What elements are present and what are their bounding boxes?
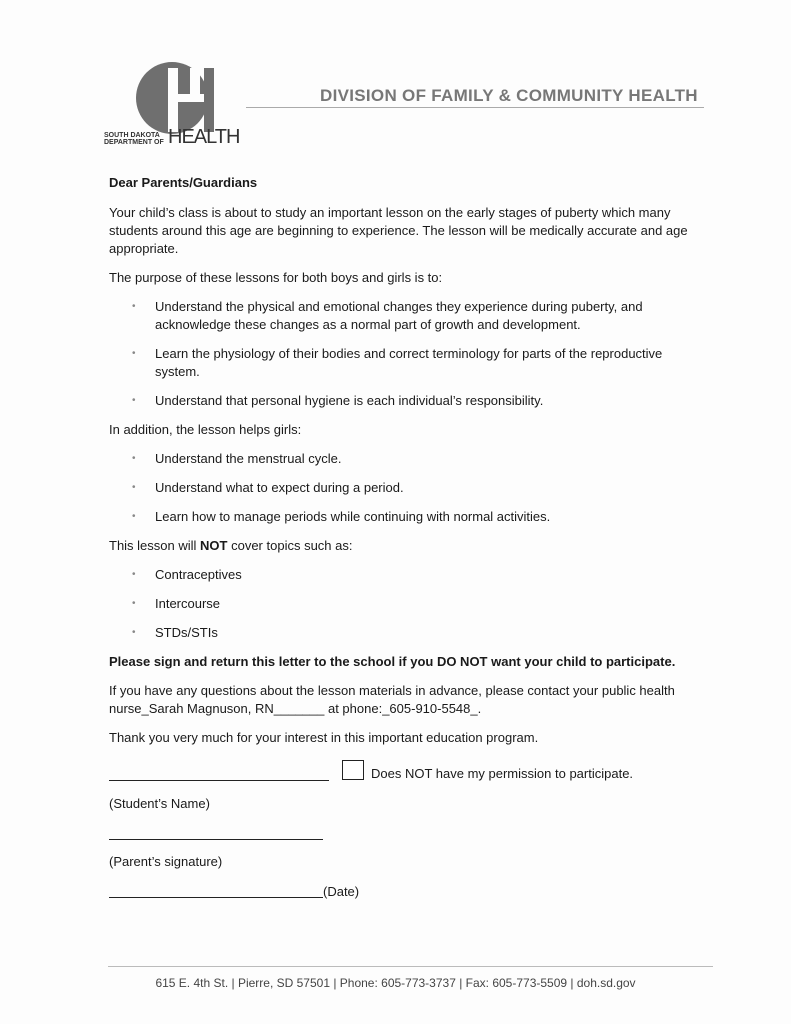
bullet-icon: •	[132, 627, 136, 638]
list-item: • Learn the physiology of their bodies and correct terminology for parts of the reproductive system.	[132, 346, 663, 379]
bullet-icon: •	[132, 598, 136, 609]
footer-contact: 615 E. 4th St. | Pierre, SD 57501 | Phone: 605-773-3737 | Fax: 605-773-5509 | doh.sd.gov	[155, 976, 636, 990]
footer-divider	[108, 966, 713, 967]
letter-body	[109, 174, 689, 758]
permission-label: Does NOT have my permission to participate.	[371, 766, 634, 781]
greeting: Dear Parents/Guardians	[109, 175, 258, 190]
list-item: • Understand the physical and emotional changes they experience during puberty, and acknowledge these changes as a normal part of growth and development.	[132, 299, 643, 332]
girls-list	[109, 450, 689, 526]
thanks-paragraph: Thank you very much for your interest in this important education program.	[109, 730, 539, 745]
bullet-icon: •	[132, 482, 136, 493]
purpose-heading: The purpose of these lessons for both boys and girls is to:	[109, 270, 443, 285]
purpose-list	[109, 298, 689, 410]
not-cover-list	[109, 566, 689, 642]
bullet-icon: •	[132, 453, 136, 464]
parent-signature-label: (Parent’s signature)	[109, 854, 223, 869]
bullet-icon: •	[132, 395, 136, 406]
intro-paragraph: Your child’s class is about to study an important lesson on the early stages of puberty which many students around this age are beginning to experience. The lesson will be medically accurate and age appropriate.	[109, 205, 688, 256]
bullet-icon: •	[132, 511, 136, 522]
bullet-icon: •	[132, 348, 136, 359]
girls-heading: In addition, the lesson helps girls:	[109, 422, 302, 437]
student-name-label: (Student’s Name)	[109, 796, 210, 811]
logo-state-text: SOUTH DAKOTA DEPARTMENT OF	[104, 132, 164, 146]
date-line[interactable]	[109, 897, 323, 898]
not-cover-heading: This lesson will NOT cover topics such as:	[109, 538, 353, 553]
no-permission-checkbox[interactable]	[342, 760, 364, 780]
list-item: • Contraceptives	[132, 567, 242, 582]
list-item: • STDs/STIs	[132, 625, 218, 640]
bullet-icon: •	[132, 301, 136, 312]
date-label: (Date)	[323, 884, 360, 899]
logo-health-text: HEALTH	[168, 126, 240, 148]
sd-doh-logo	[104, 60, 240, 154]
return-instruction: Please sign and return this letter to the school if you DO NOT want your child to participate.	[109, 654, 676, 669]
list-item: • Intercourse	[132, 596, 221, 611]
student-name-line[interactable]	[109, 780, 329, 781]
division-title: DIVISION OF FAMILY & COMMUNITY HEALTH	[320, 86, 698, 105]
list-item: • Understand that personal hygiene is each individual’s responsibility.	[132, 393, 544, 408]
list-item: • Learn how to manage periods while continuing with normal activities.	[132, 509, 551, 524]
list-item: • Understand what to expect during a period.	[132, 480, 404, 495]
parent-signature-line[interactable]	[109, 839, 323, 840]
contact-paragraph: If you have any questions about the lesson materials in advance, please contact your public health nurse_Sarah Magnuson, RN_______ at phone:_605-910-5548_.	[109, 683, 675, 716]
bullet-icon: •	[132, 569, 136, 580]
header-divider	[246, 107, 704, 108]
list-item: • Understand the menstrual cycle.	[132, 451, 342, 466]
